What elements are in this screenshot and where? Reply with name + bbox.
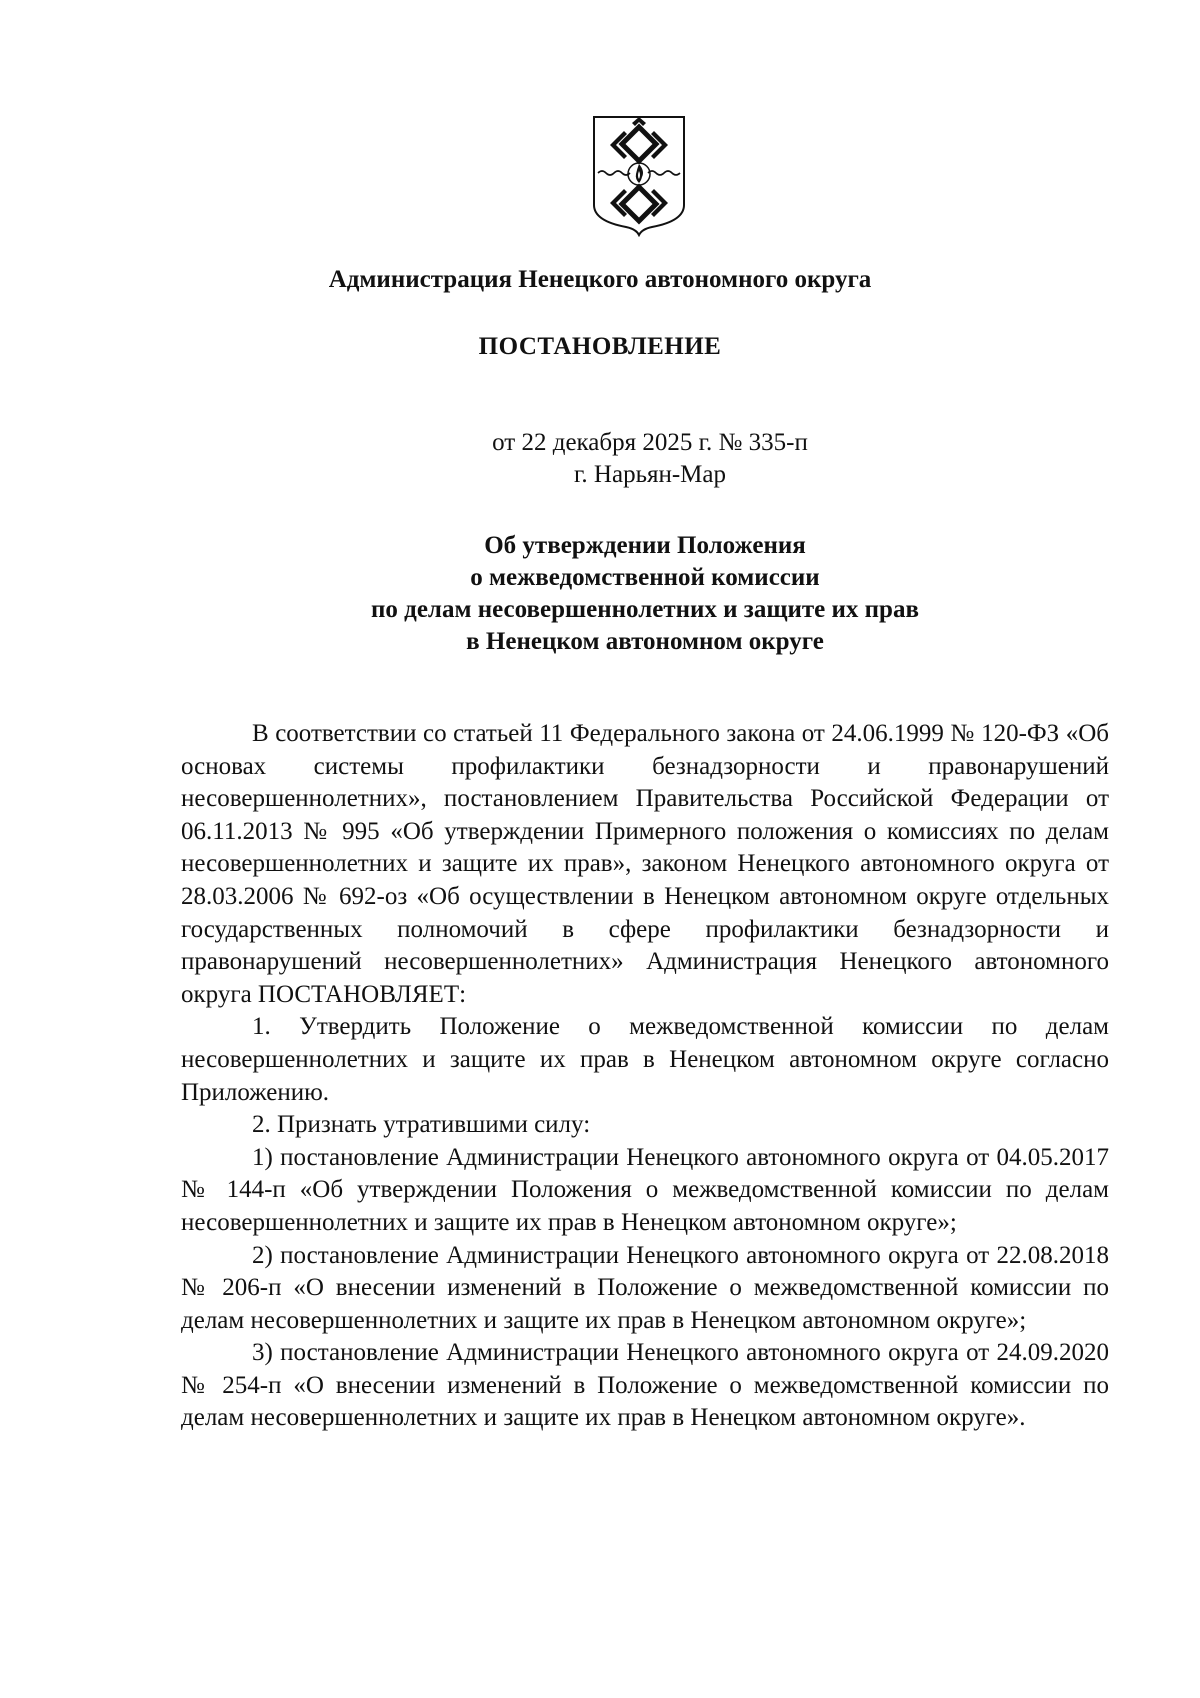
subitem-3-paragraph: 3) постановление Администрации Ненецкого автономного округа от 24.09.2020 № 254-п «О внесении изменений в Положение о межведомственной комиссии по делам несовершеннолетних и защите их прав в Ненецком автономном округе». xyxy=(181,1339,1109,1432)
title-line: Об утверждении Положения xyxy=(484,532,806,559)
title-line: в Ненецком автономном округе xyxy=(466,628,824,655)
date-block xyxy=(0,427,1200,491)
preamble-paragraph: В соответствии со статьей 11 Федерального закона от 24.06.1999 № 120-ФЗ «Об основах системы профилактики безнадзорности и правонарушений несовершеннолетних», постановлением Правительства Российской Федерации от 06.11.2013 № 995 «Об утверждении Примерного положения о комиссиях по делам несовершеннолетних и защите их прав», законом Ненецкого автономного округа от 28.03.2006 № 692-оз «Об осуществлении в Ненецком автономном округе отдельных государственных полномочий в сфере профилактики безнадзорности и правонарушений несовершеннолетних» Администрация Ненецкого автономного округа ПОСТАНОВЛЯЕТ: xyxy=(181,720,1109,1008)
title-line: о межведомственной комиссии xyxy=(470,564,820,591)
title-line: по делам несовершеннолетних и защите их прав xyxy=(371,596,919,623)
item-2-paragraph: 2. Признать утратившими силу: xyxy=(252,1111,591,1139)
date-number: от 22 декабря 2025 г. № 335-п xyxy=(492,429,808,456)
nenets-coat-of-arms-icon xyxy=(590,113,688,237)
organization-name: Администрация Ненецкого автономного округа xyxy=(328,266,872,293)
subitem-1-paragraph: 1) постановление Администрации Ненецкого автономного округа от 04.05.2017 № 144-п «Об утверждении Положения о межведомственной комиссии по делам несовершеннолетних и защите их прав в Ненецком автономном округе»; xyxy=(181,1143,1109,1236)
item-1-paragraph: 1. Утвердить Положение о межведомственной комиссии по делам несовершеннолетних и защите их прав в Ненецком автономном округе согласно Приложению. xyxy=(181,1013,1109,1106)
city: г. Нарьян-Мар xyxy=(573,461,726,488)
document-title xyxy=(0,530,1200,658)
document-body xyxy=(181,718,1109,1435)
subitem-2-paragraph: 2) постановление Администрации Ненецкого автономного округа от 22.08.2018 № 206-п «О внесении изменений в Положение о межведомственной комиссии по делам несовершеннолетних и защите их прав в Ненецком автономном округе»; xyxy=(181,1241,1109,1334)
document-type: ПОСТАНОВЛЕНИЕ xyxy=(478,333,722,360)
